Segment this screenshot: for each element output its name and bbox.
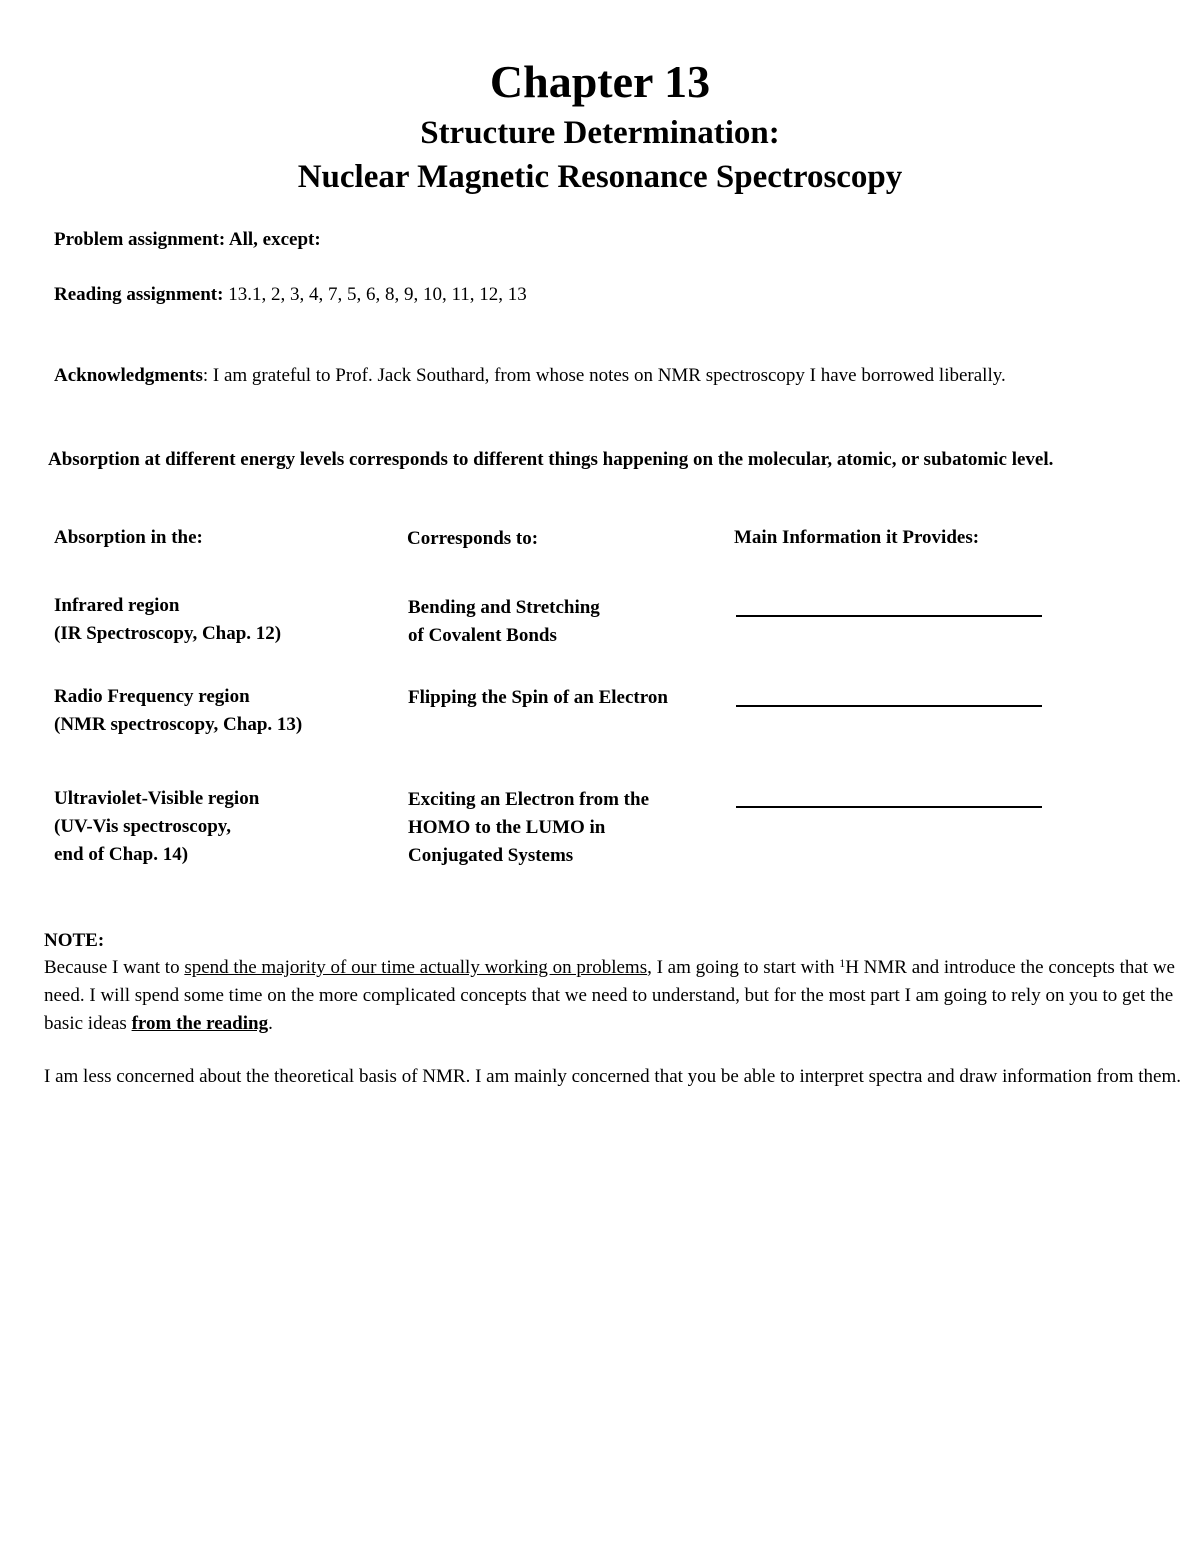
region-name: Infrared region	[54, 595, 180, 616]
table-header-information: Main Information it Provides:	[734, 527, 980, 548]
correspondence-ir	[408, 594, 600, 650]
isotope-superscript: 1	[839, 956, 846, 970]
correspondence-nmr	[408, 684, 668, 712]
correspondence-line: HOMO to the LUMO in	[408, 817, 606, 838]
correspondence-line: of Covalent Bonds	[408, 625, 557, 646]
reading-assignment-label: Reading assignment:	[54, 284, 224, 305]
region-detail: (IR Spectroscopy, Chap. 12)	[54, 623, 282, 644]
chapter-subtitle-line1: Structure Determination:	[420, 115, 780, 151]
answer-blank-uvvis[interactable]	[736, 806, 1042, 808]
table-row-nmr	[54, 683, 302, 739]
acknowledgments-label: Acknowledgments	[54, 365, 203, 386]
note-bold-underlined-text: from the reading	[131, 1013, 269, 1034]
note-text: , I am going to start with	[647, 957, 840, 978]
region-detail: (UV-Vis spectroscopy,	[54, 816, 231, 837]
region-detail: end of Chap. 14)	[54, 844, 189, 865]
region-name: Radio Frequency region	[54, 686, 250, 707]
note-underlined-text: spend the majority of our time actually working on problems	[184, 957, 648, 978]
note-paragraph-2: I am less concerned about the theoretical basis of NMR. I am mainly concerned that you be able to interpret spectra and draw information from them.	[44, 1066, 1181, 1087]
table-row-ir	[54, 592, 281, 648]
note-text: Because I want to	[44, 957, 185, 978]
note-paragraph-1	[44, 954, 1184, 1038]
region-name: Ultraviolet-Visible region	[54, 788, 260, 809]
correspondence-line: Flipping the Spin of an Electron	[408, 687, 668, 708]
correspondence-line: Conjugated Systems	[408, 845, 574, 866]
acknowledgments-text: : I am grateful to Prof. Jack Southard, from whose notes on NMR spectroscopy I have borrowed liberally.	[202, 365, 1006, 386]
correspondence-line: Bending and Stretching	[408, 597, 600, 618]
note-text: H NMR and introduce the concepts that we need. I will spend some time on the more complicated concepts that we need to understand, but for the most part I am going to rely on you to get the basic ideas	[44, 957, 1175, 1034]
chapter-subtitle-line2: Nuclear Magnetic Resonance Spectroscopy	[297, 159, 903, 195]
correspondence-uvvis	[408, 786, 649, 870]
problem-assignment: Problem assignment: All, except:	[54, 229, 321, 250]
reading-assignment	[54, 281, 527, 309]
table-row-uvvis	[54, 785, 259, 869]
reading-assignment-value: 13.1, 2, 3, 4, 7, 5, 6, 8, 9, 10, 11, 12, 13	[223, 284, 527, 305]
acknowledgments	[54, 362, 1154, 390]
correspondence-line: Exciting an Electron from the	[408, 789, 649, 810]
answer-blank-nmr[interactable]	[736, 705, 1042, 707]
note-text: .	[268, 1013, 273, 1034]
region-detail: (NMR spectroscopy, Chap. 13)	[54, 714, 303, 735]
absorption-intro: Absorption at different energy levels corresponds to different things happening on the molecular, atomic, or subatomic level.	[48, 449, 1054, 470]
table-header-corresponds: Corresponds to:	[407, 528, 539, 549]
answer-blank-ir[interactable]	[736, 615, 1042, 617]
table-header-absorption: Absorption in the:	[54, 527, 203, 548]
chapter-title: Chapter 13	[489, 56, 711, 107]
note-label: NOTE:	[44, 930, 105, 951]
